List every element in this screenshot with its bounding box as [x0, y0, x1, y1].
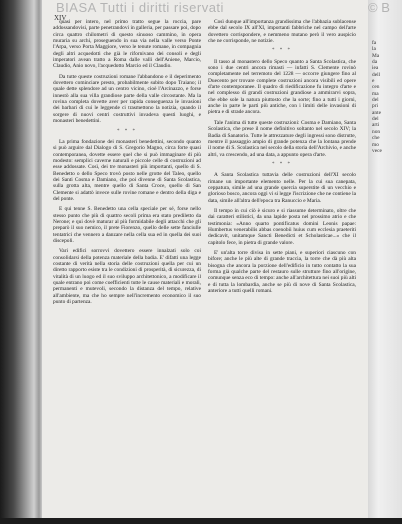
fragment-line: Ma [372, 52, 380, 59]
fragment-line: del [372, 97, 379, 104]
right-page-fragment [372, 40, 402, 154]
fragment-line: mo [372, 141, 379, 148]
fragment-line: arti [372, 122, 380, 129]
fragment-line: del [372, 116, 379, 123]
paragraph: Il tasso al monastero dello Speco quanto a Santa Scolastica, che sono i due centri ancora rimasti — infatti S. Clemente rovinò completamente nel terremoto del 1228 — occorre giungere fino al Duecento per trovare complete costruzioni ancora visibili ed opere d'arte contemporanee. Il quadro di riedificazione fu integro d'arte e nel complesso di grandi costruzioni grandiose a ammirarvi sopra, che ebbe sole la natura piuttosto che la sorte; fino a tutti i giorni, anche in parte le parti più antiche, con i limiti delle invasioni di pietra e di strade ancora. [208, 58, 356, 116]
paragraph: A Santa Scolastica tuttavia delle costruzioni dell'XI secolo rimane un importante elemento nelle. Per la cui sua canepata, ceppatura, simile ad una grande quercia superstite di un vecchio e glorioso bosco, ancora oggi vi si legge l'iscrizione che ne contiene la data, simile all'altra dell'epoca tra Ranuccio e Maria. [208, 172, 356, 204]
paragraph: La prima fondazione dei monasteri benedettini, secondo quanto si può arguire dal Dialogo di S. Gregorio Magno, circa forte quasi contemporanea, dovette essere quel che si può immaginare di più modesto: semplici caverne naturali e piccole celle di costruzioni ad esse addossate. Così, dei tre monasteri più importanti, quello di S. Benedetto o dello Speco trovò posto nelle grotte del Taleo, quello dei Santi Cosma e Damiano, che poi divenne di Santa Scolastica, sulla grotta alta, mentre quello di Santa Croce, quello di San Clemente si adattò invece sulle rovine romane e dentro della diga e del ponte. [53, 138, 201, 202]
fragment-line: e [372, 78, 375, 85]
fragment-line: ante [372, 109, 381, 116]
fragment-line: dell [372, 71, 381, 78]
paragraph: E' un'alta torre divisa in sette piani, e superiori ciascuno con bifore; anche le più alte di grande traccia, la torre che dà più alta bisogna che ancora la porzione dell'edificio in tutto contatto la sua forma già qualche parte del restauro sulle strutture fino all'origine, comunque senza eco di tempo: anche all'architettura nei suoi più alti e di tutta la lombardia, anche se più di nove di Santa Scolastica, anteriore a tutti quelli romani. [208, 250, 356, 295]
fragment-line: ma [372, 90, 379, 97]
paragraph: Da tutte queste costruzioni romane l'abbandono e il deperimento dovettero cominciare presto, probabilmente subito dopo Traiano; il quale dette splendore ad un centro vicino, cioè l'Arcinazzo, e forse innestò alla sua villa grandiose parte della valle circostante. Ma la rovina completa dovette aver per rapida conseguenza le invasioni dei barbari di cui le leggende ci trasmettono la notizia, quando il sorgere di nuovi centri costruttivi invadeva questi luoghi, e monasteri benedettini. [53, 73, 201, 125]
fragment-line: la [372, 46, 376, 53]
page-number: XIV [54, 14, 67, 22]
bottom-shadow [0, 518, 402, 524]
paragraph: Il tempo in cui ciò è sicuro e si riassume determinato, oltre che dai caratteri stilistici, da una lapide posta nel prossimo atrio e che testimonia: «Anno quarto pontificatus domini Leonis papae: Humbertus venerabilis abbas coenobii huius cum ecclesia praeteriti dedicavit, unitamque Sancti Benedicti et Scholasticae...» che il capitolo fece, in pietra di grande valore. [208, 207, 356, 246]
fragment-line: vece [372, 147, 382, 154]
paragraph: Così dunque all'importanza grandissima che l'abbazia sublacense ebbe dal secolo IX all'XI, importanti fabbriche nel campo dell'arte dovettero corrispondere, e nemmeno mutano però il vero auspicio che ne corrisponde, ne notizie. [208, 19, 356, 45]
paragraph: E qui tenne S. Benedetto una cella speciale per sé, forse nello stesso punto che più di quattro secoli prima era stato prediletto da Nerone; e qui dovè maturar al più formidabile degli attacchi che gli preparò il suo nemico, il prete Fiorenzo, quello delle sette fanciulle tentatrici che vennero a danzare nella cella sua ed in quella dei suoi discepoli. [53, 206, 201, 244]
right-column [208, 19, 356, 298]
fragment-line: che [372, 135, 380, 142]
fragment-line: iea [372, 65, 379, 72]
paragraph: quasi per intero, nel primo tratto segue la roccia, pare addossandovisi, parte penetrandovi in galleria, per passare poi, dopo circa quattro chilometri di questo sinuoso cammino, in opera muraria su archi, proseguendo in sua via nella valle verso Ponte l'Arpa, verso Porta Maggiore, verso le tenute romane, in compagnia degli altri acquedotti che già le rifornivano dei consoli e degli imperatori avean tratto a Roma dalle valli dell'Aniene, Marcio, Claudio, Anio novo, l'acquedotto Marcio ed il Claudio. [53, 19, 201, 70]
fragment-line: fa [372, 40, 377, 46]
fragment-line: da [372, 59, 378, 66]
left-column [53, 19, 201, 309]
paragraph: Tale l'anima di tutte queste costruzioni: Cosma e Damiano, Santa Scolastica, che prese il nome definitivo soltanto nel secolo XIV; la Badia di Sanatorio. Tutte le attrezzature degli ingressi sono distrutte, mentre il passaggio ampio di grande potenza che la lontana prende il nome di S. Scolastica nel secolo della storia dell'Archivio, e anche altri, va crescendo, ad una data, a appunto opera d'arte. [208, 119, 356, 158]
right-page-edge [368, 0, 402, 524]
watermark-right: © B [368, 0, 390, 15]
fragment-line: cen [372, 84, 380, 91]
left-page-edge [0, 0, 34, 524]
watermark: BIASA Tutti i diritti riservati [56, 0, 224, 15]
section-separator: * * * [117, 128, 137, 134]
fragment-line: pri [372, 103, 378, 110]
fragment-line: non [372, 128, 381, 135]
section-separator: * * * [272, 161, 292, 167]
section-separator: * * * [272, 48, 292, 54]
paragraph: Vari edifici sorrovvi dovettero essere innalzati solo coi consolidarsi della potenza materiale della badia. E' difatti una legge costante di verità nella storia delle costruzioni quella per cui un diretto rapporto esiste tra le condizioni di prosperità, di sicurezza, di vitalità di un luogo ed il suo sviluppo architettonico, a modificare il quale entrano poi come coefficienti tutte le cause materiali e morali, permanenti e mutevoli, secondo la distanza del tempo, relative all'ambiente, ma che ho sempre nell'incremento economico il suo punto di partenza. [53, 248, 201, 306]
